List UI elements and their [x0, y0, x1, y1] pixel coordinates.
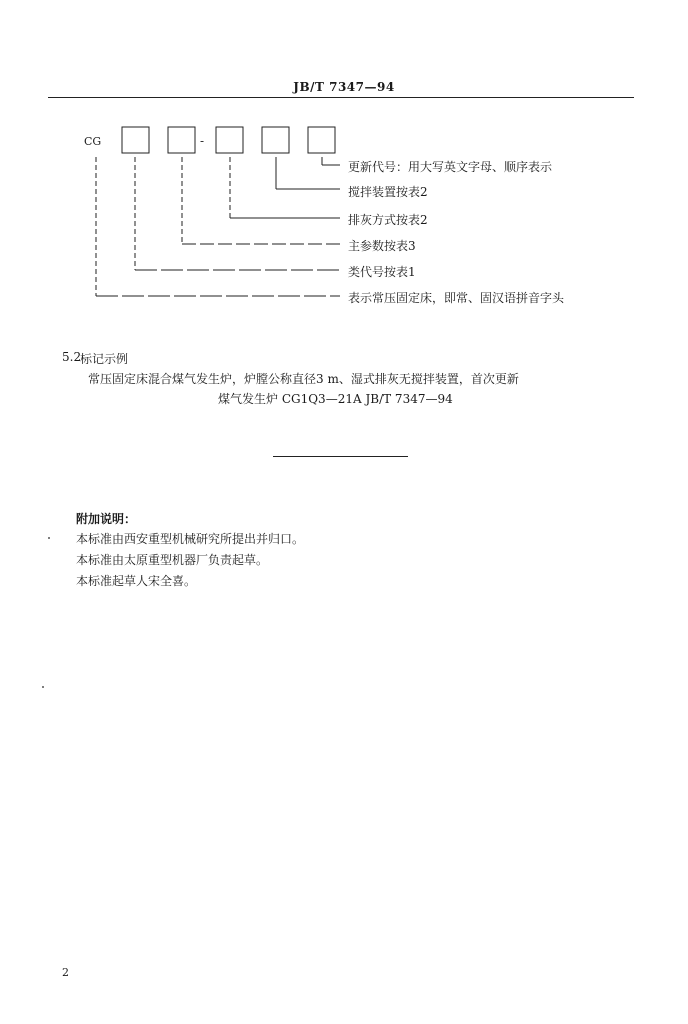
label-class-code: 类代号按表1 [348, 265, 416, 279]
notation-diagram [0, 0, 688, 320]
scan-speck [42, 686, 44, 688]
running-header: JB/T 7347—94 [293, 80, 395, 94]
notes-line: 本标准由太原重型机器厂负责起草。 [76, 553, 269, 567]
box-class-code [122, 127, 149, 153]
notes-title: 附加说明： [76, 512, 137, 526]
box-update-code [308, 127, 335, 153]
scan-speck [48, 537, 50, 539]
example-mark: 煤气发生炉 CG1Q3—21A JB/T 7347—94 [218, 392, 453, 406]
end-separator [273, 456, 408, 457]
label-stirring: 搅拌装置按表2 [348, 185, 428, 199]
notes-line: 本标准起草人宋全喜。 [76, 574, 197, 588]
label-ash-method: 排灰方式按表2 [348, 213, 428, 227]
section-number: 5.2 [62, 350, 82, 364]
diagram-dash: - [200, 134, 205, 148]
box-main-param [168, 127, 195, 153]
section-title: 标记示例 [80, 352, 129, 366]
notes-line: 本标准由西安重型机械研究所提出并归口。 [76, 532, 305, 546]
label-prefix-meaning: 表示常压固定床，即常、固汉语拼音字头 [348, 291, 565, 305]
label-update-code: 更新代号：用大写英文字母、顺序表示 [348, 160, 553, 174]
label-main-param: 主参数按表3 [348, 239, 416, 253]
box-ash-method [216, 127, 243, 153]
page-number: 2 [62, 966, 69, 979]
diagram-prefix: CG [84, 135, 102, 148]
example-description: 常压固定床混合煤气发生炉，炉膛公称直径3 m、湿式排灰无搅拌装置，首次更新 [88, 372, 519, 386]
box-stirring [262, 127, 289, 153]
